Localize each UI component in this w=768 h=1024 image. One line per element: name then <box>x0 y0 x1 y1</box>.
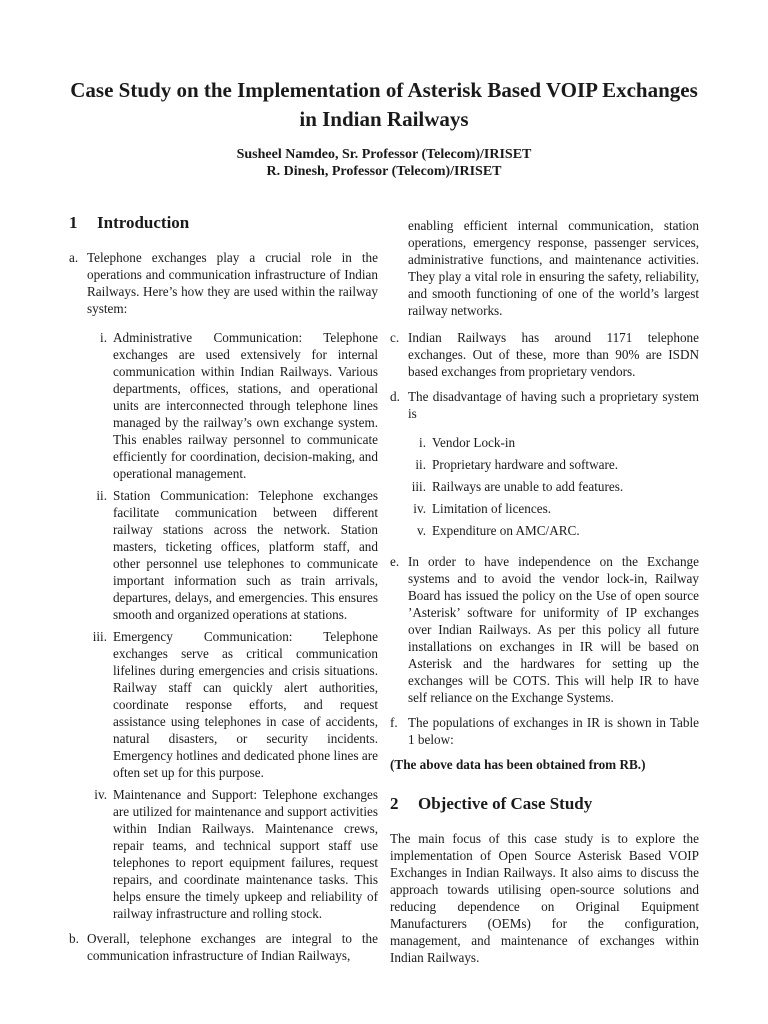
sub-item-text: Limitation of licences. <box>432 501 552 516</box>
list-item-text: Overall, telephone exchanges are integral to the communication infrastructure of Indian Railways, <box>87 931 378 963</box>
author-2: R. Dinesh, Professor (Telecom)/IRISET <box>266 164 502 179</box>
sub-item-text: Vendor Lock-in <box>432 435 516 450</box>
sub-label: ii. <box>415 457 426 472</box>
list-item-b-continued: enabling efficient internal communication, station operations, emergency response, passenger services, administrative functions, and maintenance activities. They play a vital role in ensuring the safety, reliability, and smooth functioning of one of the world’s largest railway networks. <box>408 218 699 318</box>
left-column <box>69 212 378 972</box>
list-item-text: Telephone exchanges play a crucial role in the operations and communication infrastructure of Indian Railways. Here’s how they are used within the railway system: <box>87 250 378 316</box>
section-1-title: Introduction <box>97 213 190 232</box>
author-block <box>60 146 708 180</box>
list-label: d. <box>390 389 400 404</box>
section-2-heading <box>390 793 699 815</box>
list-item-text: Indian Railways has around 1171 telephone exchanges. Out of these, more than 90% are ISDN based exchanges from proprietary vendors. <box>408 330 699 379</box>
right-column <box>390 217 699 966</box>
section-1-number: 1 <box>69 213 78 232</box>
list-item-text: The populations of exchanges in IR is shown in Table 1 below: <box>408 715 699 747</box>
list-label: a. <box>69 250 79 265</box>
sub-label: ii. <box>96 488 107 503</box>
sub-label: iii. <box>92 629 107 644</box>
sub-item-ii <box>390 456 699 473</box>
sub-label: i. <box>100 330 107 345</box>
sub-item-text: Emergency Communication: Telephone exchanges serve as critical communication lifelines during emergencies and crisis situations. Railway staff can quickly alert authorities, coordinate response efforts, and request assistance using telephones in case of accidents, natural disasters, or security incidents. Emergency hotlines and dedicated phone lines are often set up for this purpose. <box>113 629 378 780</box>
sub-item-i <box>390 434 699 451</box>
sub-label: v. <box>416 523 426 538</box>
list-label: c. <box>390 330 400 345</box>
section-1-heading <box>69 212 378 234</box>
list-item-e <box>390 553 699 706</box>
sub-item-text: Maintenance and Support: Telephone exchanges are utilized for maintenance and support activities within Indian Railways. Maintenance crews, repair teams, and technical support staff use telephones to report equipment failures, request repairs, and coordinate maintenance tasks. This helps ensure the timely upkeep and reliability of railway infrastructure and rolling stock. <box>113 787 378 921</box>
section-2-title: Objective of Case Study <box>418 794 593 813</box>
sub-item-ii <box>69 487 378 623</box>
list-label: f. <box>390 715 398 730</box>
list-label: b. <box>69 931 79 946</box>
list-item-d <box>390 388 699 422</box>
list-item-c <box>390 329 699 380</box>
list-item-a <box>69 249 378 317</box>
sub-item-v <box>390 522 699 539</box>
list-item-text: The disadvantage of having such a proprietary system is <box>408 389 699 421</box>
sublist-disadvantages <box>390 434 699 539</box>
sub-item-i <box>69 329 378 482</box>
sub-label: i. <box>419 435 426 450</box>
sub-item-text: Station Communication: Telephone exchanges facilitate communication between different railway stations across the network. Station masters, ticketing offices, platform staff, and other personnel use telephones to communicate important information such as train arrivals, departures, delays, and emergencies. This ensures smooth and organized operations at stations. <box>113 488 378 622</box>
list-item-f <box>390 714 699 748</box>
sublist-uses <box>69 329 378 922</box>
sub-label: iv. <box>94 787 107 802</box>
author-1: Susheel Namdeo, Sr. Professor (Telecom)/IRISET <box>236 147 532 162</box>
list-label: e. <box>390 554 400 569</box>
sub-item-iii <box>69 628 378 781</box>
sub-item-iv <box>390 500 699 517</box>
list-item-b <box>69 930 378 964</box>
section-2-paragraph: The main focus of this case study is to explore the implementation of Open Source Asterisk Based VOIP Exchanges in Indian Railways. It also aims to discuss the approach towards utilising open-source solutions and reducing dependence on Original Equipment Manufacturers (OEMs) for the configuration, management, and maintenance of exchanges within Indian Railways. <box>390 831 699 965</box>
section-2-number: 2 <box>390 794 399 813</box>
sub-item-text: Railways are unable to add features. <box>432 479 624 494</box>
sub-item-iii <box>390 478 699 495</box>
sub-item-text: Proprietary hardware and software. <box>432 457 619 472</box>
sub-label: iv. <box>413 501 426 516</box>
sub-item-iv <box>69 786 378 922</box>
data-source-note: (The above data has been obtained from RB.) <box>390 757 646 772</box>
sub-item-text: Expenditure on AMC/ARC. <box>432 523 580 538</box>
sub-item-text: Administrative Communication: Telephone exchanges are used extensively for internal communication within Indian Railways. Various departments, offices, stations, and operational units are interconnected through telephone lines managed by the railway’s own exchange system. This enables railway personnel to communicate efficiently for coordination, decision-making, and operational management. <box>113 330 378 481</box>
paper-title: Case Study on the Implementation of Asterisk Based VOIP Exchanges in Indian Railways <box>70 78 698 131</box>
sub-label: iii. <box>411 479 426 494</box>
list-item-text: In order to have independence on the Exchange systems and to avoid the vendor lock-in, Railway Board has issued the policy on the Use of open source ’Asterisk’ software for uniformity of IP exchanges over Indian Railways. As per this policy all future installations on exchanges in IR will be based on Asterisk and the hardwares for setting up the exchanges will be COTS. This will help IR to have self reliance on the Exchange Systems. <box>408 554 699 705</box>
